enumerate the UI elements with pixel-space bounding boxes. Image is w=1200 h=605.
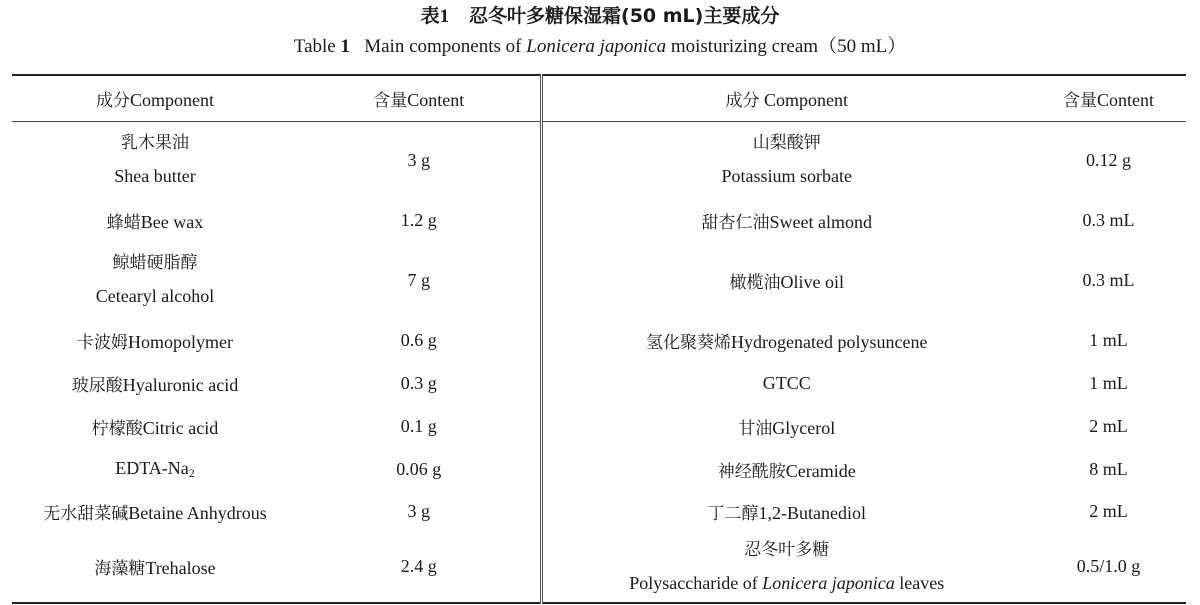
component-cell: 海藻糖Trehalose <box>12 531 298 603</box>
component-cell: 玻尿酸Hyaluronic acid <box>71 375 239 396</box>
title-label: 表 <box>420 5 440 27</box>
component-cell: 神经酰胺Ceramide <box>541 448 1031 491</box>
content-cell: 8 mL <box>1089 459 1128 479</box>
component-cell: 橄榄油Olive oil <box>541 241 1031 319</box>
content-cell: 0.12 g <box>1086 149 1131 170</box>
table-row <box>12 121 1186 199</box>
content-cell: 1 mL <box>1089 373 1128 393</box>
content-cell: 0.1 g <box>400 416 437 436</box>
content-cell: 0.3 mL <box>1082 269 1135 290</box>
content-cell: 2 mL <box>1089 416 1128 436</box>
content-cell: 2.4 g <box>298 531 541 603</box>
column-header-component: 成分 Component <box>541 75 1031 121</box>
component-cell: 氢化聚葵烯Hydrogenated polysuncene <box>541 319 1031 362</box>
table-row <box>12 362 1186 405</box>
column-header-component: 成分Component <box>12 75 298 121</box>
component-cell: 丁二醇1,2-Butanediol <box>541 491 1031 531</box>
title-text-post: moisturizing cream（50 mL） <box>670 36 907 57</box>
content-cell: 2 mL <box>1089 500 1128 521</box>
component-cell: 忍冬叶多糖 Polysaccharide of Lonicera japonica leaves <box>541 531 1031 603</box>
content-cell: 0.3 mL <box>1082 209 1135 230</box>
content-cell: 7 g <box>407 269 430 290</box>
table-row <box>12 405 1186 448</box>
title-text: 忍冬叶多糖保湿霜(50 mL)主要成分 <box>469 5 780 27</box>
title-species: Lonicera japonica <box>526 36 667 57</box>
table-row <box>12 531 1186 603</box>
content-cell: 0.06 g <box>396 459 442 479</box>
content-cell: 3 g <box>407 149 430 170</box>
component-cell: 柠檬酸Citric acid <box>91 418 219 439</box>
content-cell: 3 g <box>407 500 430 521</box>
content-cell: 0.3 g <box>400 373 437 393</box>
column-header-content: 含量Content <box>1031 75 1186 121</box>
table-row <box>12 241 1186 319</box>
column-header-content: 含量Content <box>298 75 541 121</box>
component-cell: 蜂蜡Bee wax <box>106 211 204 233</box>
table-title-chinese <box>0 0 1200 30</box>
header-row <box>12 75 1186 121</box>
table-row <box>12 491 1186 531</box>
component-cell: 甘油Glycerol <box>541 405 1031 448</box>
table-title-english <box>0 30 1200 64</box>
component-cell: 鲸蜡硬脂醇 Cetearyl alcohol <box>95 253 215 306</box>
title-number: 1 <box>439 6 450 27</box>
component-cell: 山梨酸钾 Potassium sorbate <box>541 121 1031 199</box>
table-row <box>12 448 1186 491</box>
component-cell: GTCC <box>541 362 1031 405</box>
content-cell: 0.6 g <box>400 330 437 350</box>
component-cell: 无水甜菜碱Betaine Anhydrous <box>43 502 267 524</box>
component-cell: 乳木果油 Shea butter <box>114 133 196 187</box>
content-cell: 1 mL <box>1089 330 1128 350</box>
component-cell: 卡波姆Homopolymer <box>77 332 233 353</box>
table-row <box>12 199 1186 241</box>
title-label: Table <box>293 36 336 57</box>
content-cell: 0.5/1.0 g <box>1031 531 1186 603</box>
title-text-pre: Main components of <box>364 36 522 57</box>
content-cell: 1.2 g <box>400 209 437 230</box>
table-row <box>12 319 1186 362</box>
components-table <box>12 74 1186 604</box>
title-number: 1 <box>340 36 350 57</box>
component-cell: EDTA-$Na_2$ <box>115 458 195 480</box>
component-cell: 甜杏仁油Sweet almond <box>541 199 1031 241</box>
